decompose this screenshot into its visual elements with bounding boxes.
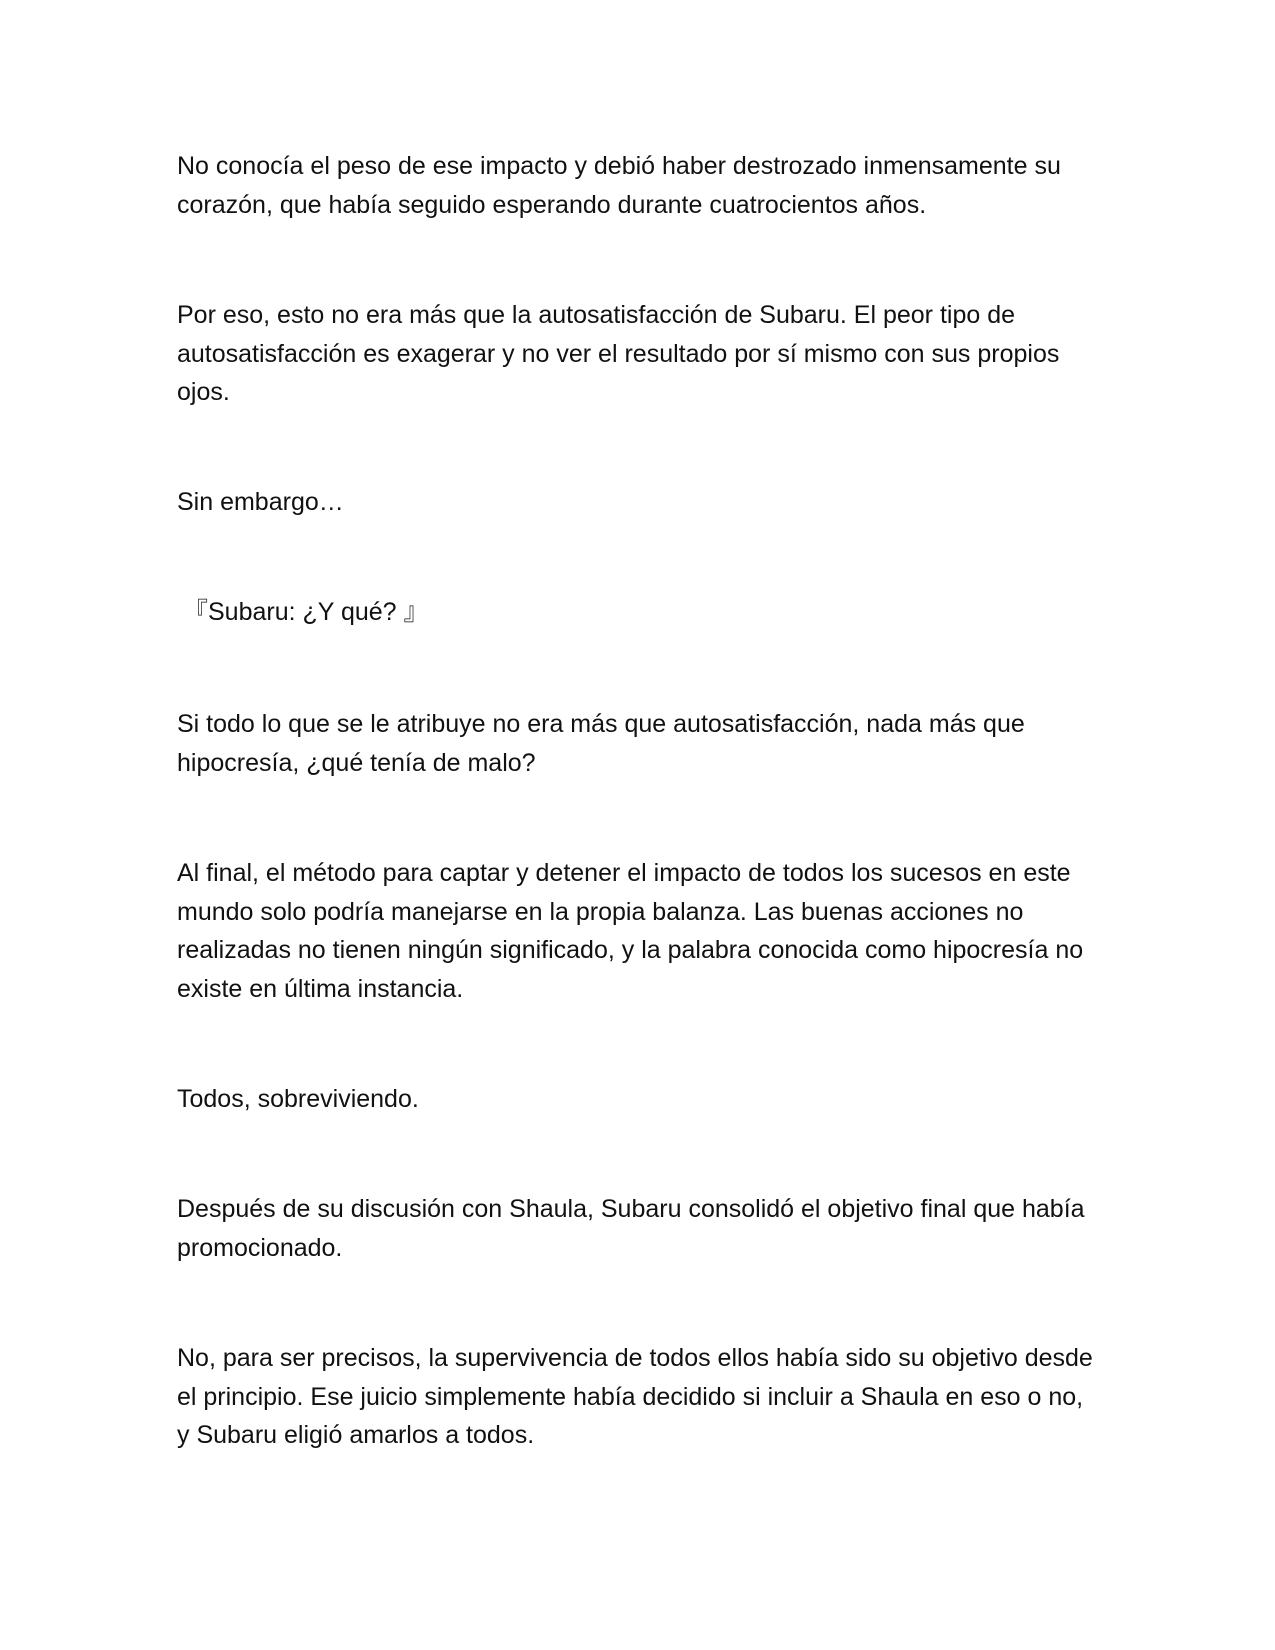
paragraph: No conocía el peso de ese impacto y debió haber destrozado inmensamente su corazón, que había seguido esperando durante cuatrocientos años. — [177, 152, 1068, 219]
paragraph: Sin embargo… — [177, 488, 344, 516]
paragraph: Todos, sobreviviendo. — [177, 1085, 419, 1113]
paragraph: Por eso, esto no era más que la autosatisfacción de Subaru. El peor tipo de autosatisfacción es exagerar y no ver el resultado por sí mismo con sus propios ojos. — [177, 301, 1067, 406]
dialogue-line: 『Subaru: ¿Y qué? 』 — [183, 598, 429, 626]
paragraph: No, para ser precisos, la supervivencia de todos ellos había sido su objetivo desde el principio. Ese juicio simplemente había decidido si incluir a Shaula en eso o no, y Subaru eligió amarlos a todos. — [177, 1344, 1100, 1449]
paragraph: Después de su discusión con Shaula, Subaru consolidó el objetivo final que había promocionado. — [177, 1195, 1092, 1262]
paragraph: Al final, el método para captar y detener el impacto de todos los sucesos en este mundo solo podría manejarse en la propia balanza. Las buenas acciones no realizadas no tienen ningún significado, y la palabra conocida como hipocresía no existe en última instancia. — [177, 859, 1091, 1003]
paragraph: Si todo lo que se le atribuye no era más que autosatisfacción, nada más que hipocresía, ¿qué tenía de malo? — [177, 710, 1032, 777]
